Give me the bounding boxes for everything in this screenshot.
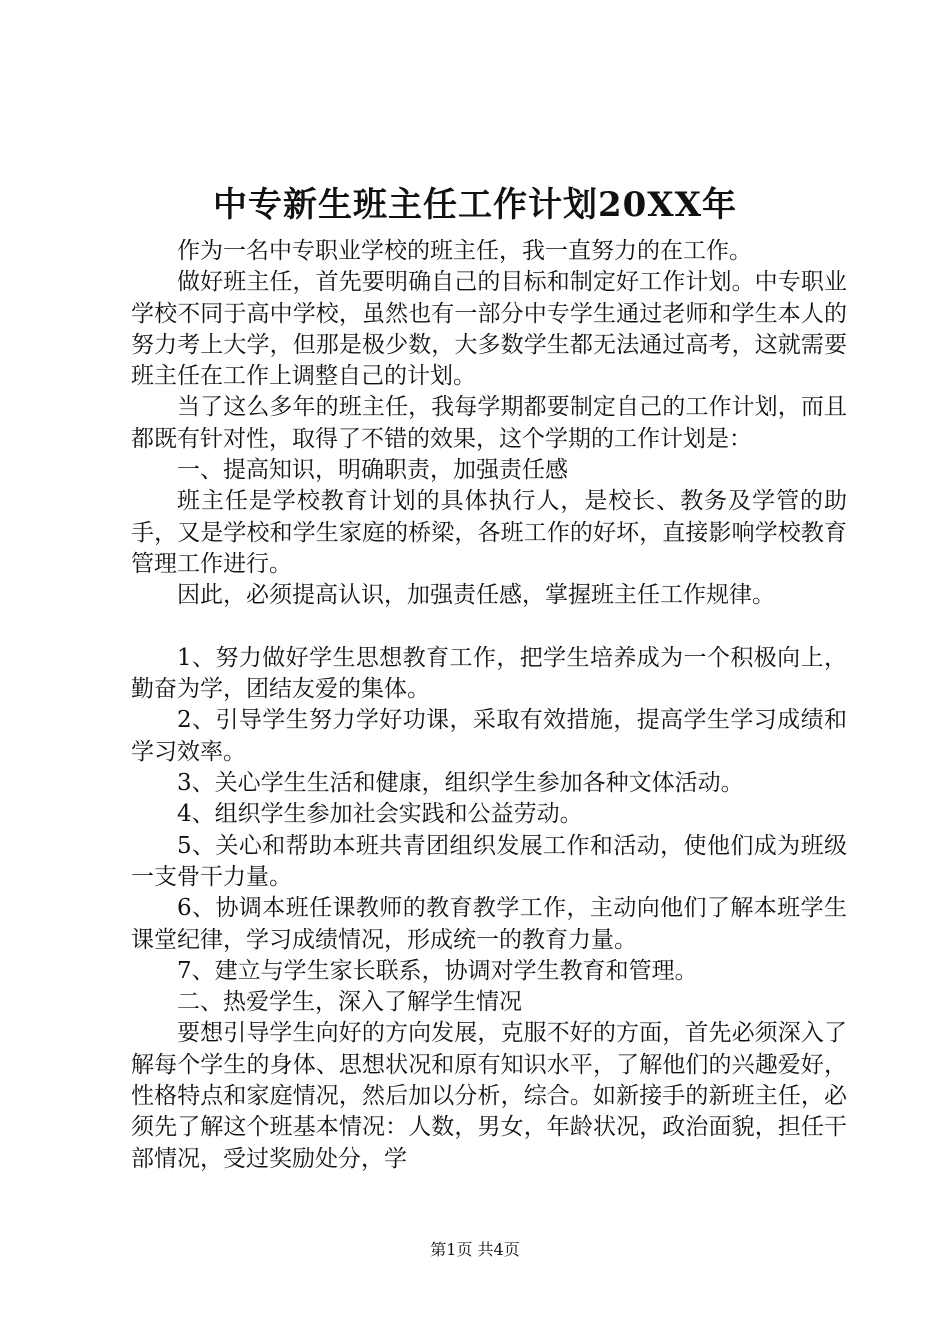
paragraph: 班主任是学校教育计划的具体执行人，是校长、教务及学管的助手，又是学校和学生家庭的桥梁，各班工作的好坏，直接影响学校教育管理工作进行。 [131,488,847,577]
list-item: 3、关心学生生活和健康，组织学生参加各种文体活动。 [177,770,744,797]
section-heading: 一、提高知识，明确职责，加强责任感 [177,457,568,484]
paragraph: 做好班主任，首先要明确自己的目标和制定好工作计划。中专职业学校不同于高中学校，虽然也有一部分中专学生通过老师和学生本人的努力考上大学，但那是极少数，大多数学生都无法通过高考，这就需要班主任在工作上调整自己的计划。 [131,269,847,390]
list-item: 7、建立与学生家长联系，协调对学生教育和管理。 [177,957,698,984]
paragraph: 作为一名中专职业学校的班主任，我一直努力的在工作。 [177,238,752,264]
paragraph: 要想引导学生向好的方向发展，克服不好的方面，首先必须深入了解每个学生的身体、思想状况和原有知识水平，了解他们的兴趣爱好，性格特点和家庭情况，然后加以分析，综合。如新接手的新班主任，必须先了解这个班基本情况：人数，男女，年龄状况，政治面貌，担任干部情况，受过奖励处分，学 [131,1020,847,1172]
list-item: 2、引导学生努力学好功课，采取有效措施，提高学生学习成绩和学习效率。 [131,707,847,765]
blank-line [131,612,847,643]
document-title: 中专新生班主任工作计划20XX年 [212,185,738,225]
list-item: 4、组织学生参加社会实践和公益劳动。 [177,801,583,828]
list-item: 1、努力做好学生思想教育工作，把学生培养成为一个积极向上，勤奋为学，团结友爱的集体。 [131,644,847,703]
paragraph: 当了这么多年的班主任，我每学期都要制定自己的工作计划，而且都既有针对性，取得了不错的效果，这个学期的工作计划是： [131,394,847,452]
paragraph: 因此，必须提高认识，加强责任感，掌握班主任工作规律。 [177,582,775,609]
list-item: 6、协调本班任课教师的教育教学工作，主动向他们了解本班学生课堂纪律，学习成绩情况，形成统一的教育力量。 [131,895,847,953]
document-body [131,236,847,1175]
section-heading: 二、热爱学生，深入了解学生情况 [177,989,522,1016]
list-item: 5、关心和帮助本班共青团组织发展工作和活动，使他们成为班级一支骨干力量。 [131,832,847,890]
page-footer: 第1页 共4页 [430,1240,520,1259]
